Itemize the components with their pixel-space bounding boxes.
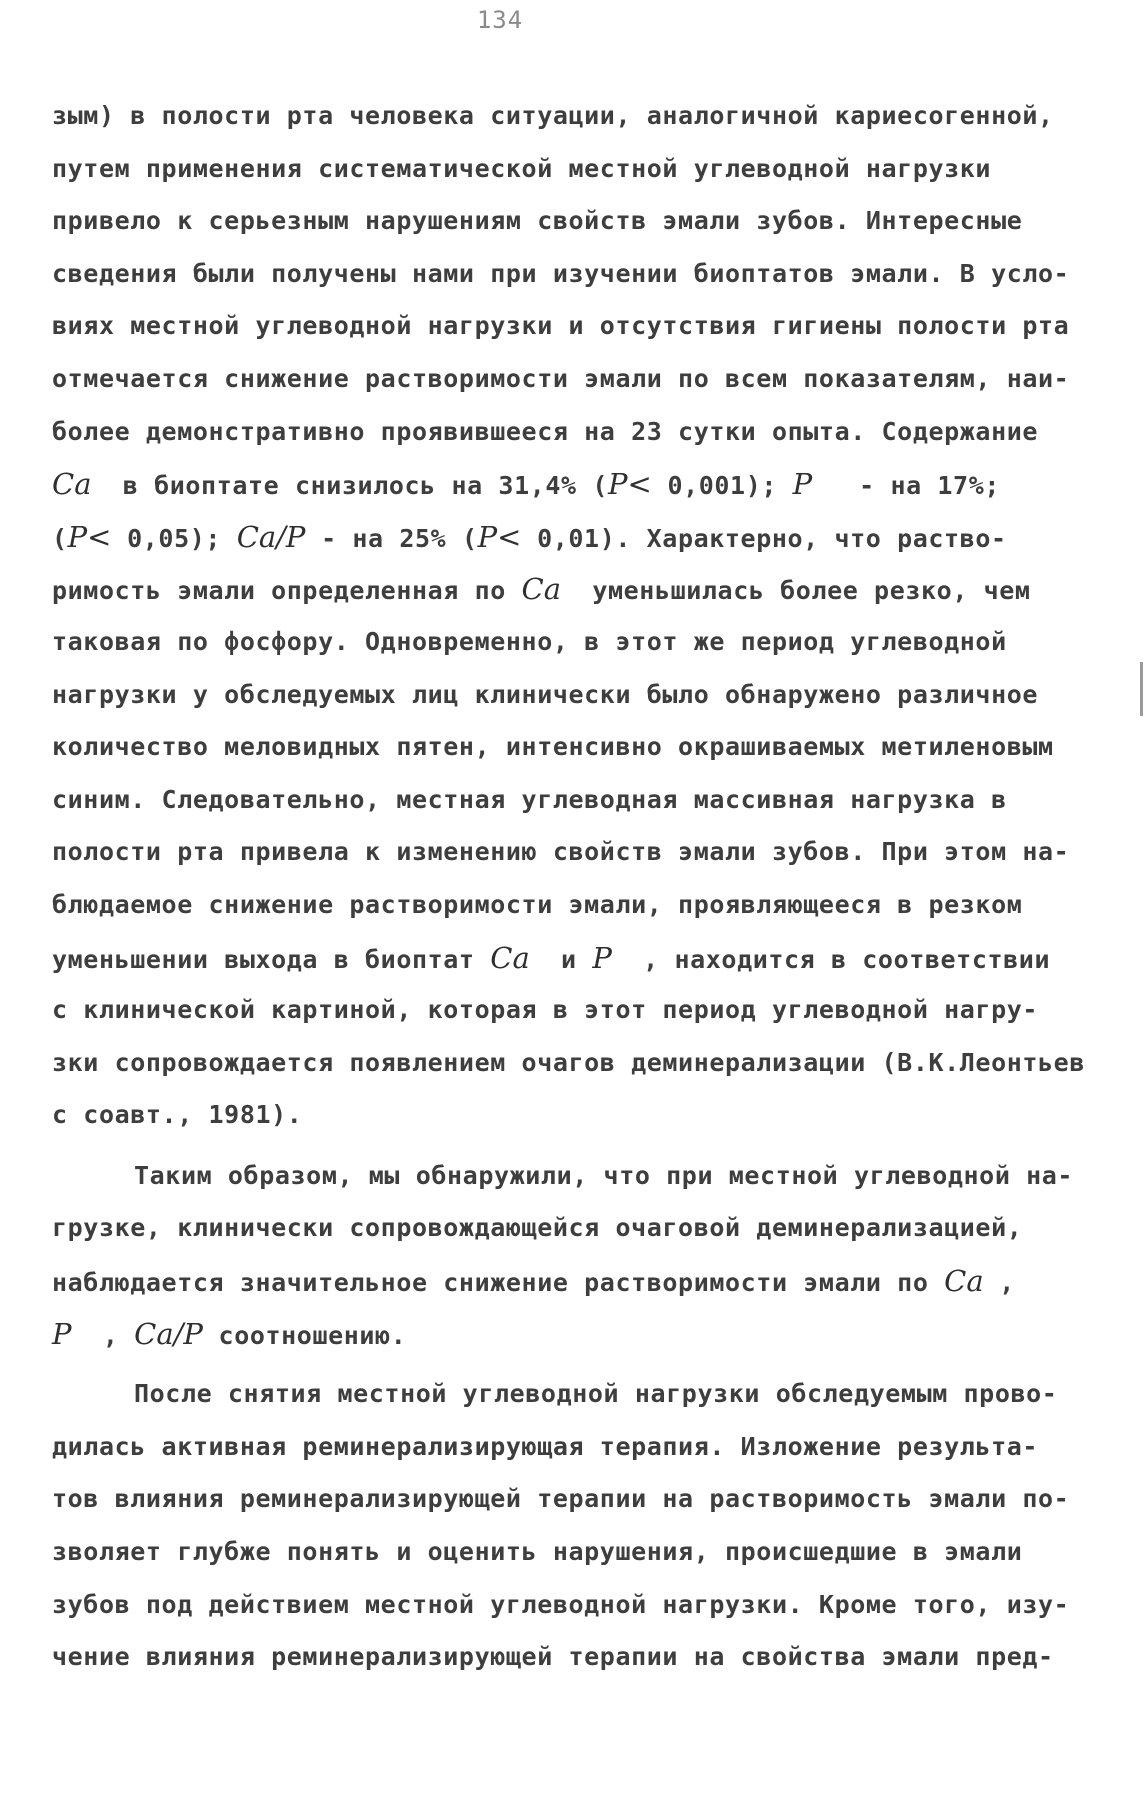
handwritten-symbol: P — [592, 940, 612, 975]
text-segment: зволяет глубже понять и оценить нарушения, происшедшие в эмали — [52, 1537, 1023, 1567]
text-segment: синим. Следовательно, местная углеводная массивная нагрузка в — [52, 784, 1007, 814]
text-segment: сведения были получены нами при изучении биоптатов эмали. В усло- — [52, 258, 1070, 288]
text-line — [52, 458, 1092, 511]
text-line — [52, 248, 1092, 301]
text-segment: После снятия местной углеводной нагрузки обследуемым прово- — [134, 1379, 1058, 1409]
text-segment: отмечается снижение растворимости эмали по всем показателям, наи- — [52, 363, 1070, 393]
text-line — [52, 406, 1092, 459]
text-segment: , — [983, 1268, 1015, 1298]
text-segment: путем применения систематической местной углеводной нагрузки — [52, 153, 992, 183]
text-segment: блюдаемое снижение растворимости эмали, проявляющееся в резком — [52, 889, 1023, 919]
text-segment: уменьшении выхода в биоптат — [52, 944, 491, 974]
text-segment: чение влияния реминерализирующей терапии на свойства эмали пред- — [52, 1642, 1054, 1672]
handwritten-symbol: P< — [67, 519, 112, 554]
text-segment: нагрузки у обследуемых лиц клинически было обнаружено различное — [52, 679, 1039, 709]
handwritten-symbol: Ca — [944, 1264, 984, 1299]
text-segment: , находится в соответствии — [611, 944, 1051, 974]
text-line — [52, 984, 1092, 1037]
text-segment: соотношению. — [202, 1320, 407, 1350]
text-segment: полости рта привела к изменению свойств эмали зубов. При этом на- — [52, 837, 1070, 867]
text-line — [52, 826, 1092, 879]
text-line — [52, 721, 1092, 774]
text-segment: зки сопровождается появлением очагов деминерализации (В.К.Леонтьев — [52, 1047, 1085, 1077]
text-line — [52, 1255, 1092, 1308]
text-line — [52, 195, 1092, 248]
text-line — [52, 932, 1092, 985]
text-line — [52, 1631, 1092, 1684]
body-text — [52, 90, 1092, 1684]
scan-edge-mark — [1140, 662, 1143, 716]
text-segment: 0,05); — [111, 523, 237, 553]
text-line — [52, 879, 1092, 932]
text-segment: - на 17%; — [812, 471, 1001, 501]
text-segment: грузке, клинически сопровождающейся очаговой деминерализацией, — [52, 1213, 1023, 1243]
text-line — [52, 353, 1092, 406]
text-segment: и — [529, 944, 593, 974]
text-segment: ( — [52, 523, 68, 553]
text-segment: более демонстративно проявившееся на 23 сутки опыта. Содержание — [52, 416, 1039, 446]
handwritten-symbol: P — [792, 467, 813, 502]
text-segment: виях местной углеводной нагрузки и отсутствия гигиены полости рта — [52, 311, 1070, 341]
text-line — [52, 1308, 1092, 1361]
handwritten-symbol: P< — [607, 467, 652, 502]
text-line — [52, 1579, 1092, 1632]
text-segment: с соавт., 1981). — [52, 1100, 303, 1130]
handwritten-symbol: Ca — [521, 572, 562, 607]
text-segment: 0,001); — [651, 471, 793, 501]
text-line — [52, 1089, 1092, 1142]
text-line — [52, 563, 1092, 616]
text-line — [52, 1526, 1092, 1579]
handwritten-symbol: P — [52, 1316, 72, 1351]
page-number: 134 — [476, 6, 524, 34]
handwritten-symbol: Ca/P — [236, 519, 306, 554]
text-line — [52, 669, 1092, 722]
text-segment: зым) в полости рта человека ситуации, аналогичной кариесогенной, — [52, 101, 1054, 130]
handwritten-symbol: Ca/P — [134, 1316, 203, 1351]
text-line — [52, 143, 1092, 196]
text-line — [52, 511, 1092, 564]
text-segment: уменьшилась более резко, чем — [561, 576, 1031, 606]
text-segment: с клинической картиной, которая в этот период углеводной нагру- — [52, 995, 1039, 1025]
text-segment: тов влияния реминерализирующей терапии на растворимость эмали по- — [52, 1484, 1070, 1514]
text-line — [52, 90, 1092, 143]
text-segment: Таким образом, мы обнаружили, что при местной углеводной на- — [134, 1160, 1074, 1190]
text-line — [52, 1037, 1092, 1090]
text-line — [52, 1150, 1092, 1203]
text-segment: - на 25% ( — [305, 523, 478, 553]
text-segment: количество меловидных пятен, интенсивно окрашиваемых метиленовым — [52, 732, 1054, 762]
text-segment: дилась активная реминерализирующая терапия. Изложение результа- — [52, 1431, 1039, 1461]
text-segment: римость эмали определенная по — [52, 576, 522, 606]
text-line — [52, 1473, 1092, 1526]
text-segment: , — [71, 1320, 135, 1350]
text-segment: зубов под действием местной углеводной нагрузки. Кроме того, изу- — [52, 1589, 1070, 1619]
text-line — [52, 300, 1092, 353]
text-segment: наблюдается значительное снижение растворимости эмали по — [52, 1268, 945, 1298]
paragraph-gap — [52, 1142, 1092, 1150]
text-line — [52, 1202, 1092, 1255]
text-segment: привело к серьезным нарушениям свойств эмали зубов. Интересные — [52, 206, 1023, 236]
text-line — [52, 1421, 1092, 1474]
text-line — [52, 1368, 1092, 1421]
text-segment: 0,01). Характерно, что раство- — [521, 523, 1007, 553]
text-line — [52, 616, 1092, 669]
handwritten-symbol: P< — [477, 519, 522, 554]
text-segment: в биоптате снизилось на 31,4% ( — [91, 471, 608, 501]
handwritten-symbol: Ca — [490, 940, 530, 975]
text-segment: таковая по фосфору. Одновременно, в этот же период углеводной — [52, 626, 1007, 656]
handwritten-symbol: Ca — [52, 467, 92, 502]
paragraph-gap — [52, 1360, 1092, 1368]
text-line — [52, 774, 1092, 827]
